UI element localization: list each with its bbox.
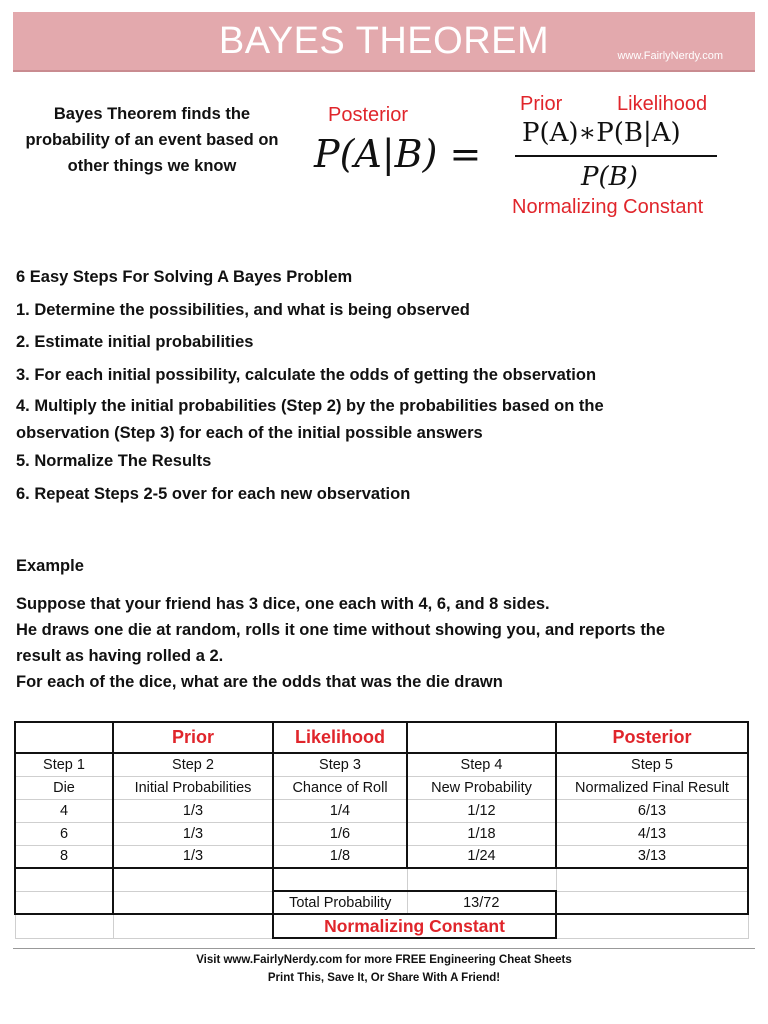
example-line: result as having rolled a 2. (16, 647, 224, 665)
table-cell (15, 891, 113, 914)
table-cell (407, 722, 556, 753)
table-cell: 6 (15, 822, 113, 845)
header-url: www.FairlyNerdy.com (617, 50, 723, 62)
table-cell: 1/4 (273, 799, 407, 822)
step-item: observation (Step 3) for each of the initial possible answers (16, 424, 483, 442)
bayes-example-table (14, 721, 749, 939)
table-cell: 1/3 (113, 799, 273, 822)
table-cell: Chance of Roll (273, 776, 407, 799)
table-cell (407, 868, 556, 891)
table-cell: 1/6 (273, 822, 407, 845)
table-cell (15, 868, 113, 891)
steps-title: 6 Easy Steps For Solving A Bayes Problem (16, 268, 353, 286)
example-title: Example (16, 557, 84, 575)
likelihood-header: Likelihood (273, 722, 407, 753)
table-cell (113, 891, 273, 914)
table-header-row (15, 722, 748, 753)
likelihood-label: Likelihood (617, 93, 708, 115)
example-line: Suppose that your friend has 3 dice, one each with 4, 6, and 8 sides. (16, 595, 550, 613)
table-row (15, 845, 748, 868)
table-cell (113, 914, 273, 938)
total-probability-value: 13/72 (407, 891, 556, 914)
normalizing-constant-label: Normalizing Constant (512, 196, 704, 218)
formula-numerator: P(A)∗P(B|A) (522, 118, 681, 148)
footer-line-1: Visit www.FairlyNerdy.com for more FREE Engineering Cheat Sheets (196, 954, 572, 966)
table-cell: 1/18 (407, 822, 556, 845)
table-cell: 1/8 (273, 845, 407, 868)
intro-text (14, 101, 290, 179)
table-cell (556, 868, 748, 891)
table-cell: Normalized Final Result (556, 776, 748, 799)
total-probability-label: Total Probability (273, 891, 407, 914)
footer-divider (13, 948, 755, 949)
table-cell: New Probability (407, 776, 556, 799)
table-cell: 1/12 (407, 799, 556, 822)
table-cell: Step 2 (113, 753, 273, 776)
prior-header: Prior (113, 722, 273, 753)
step-item: 2. Estimate initial probabilities (16, 333, 254, 351)
example-line: He draws one die at random, rolls it one time without showing you, and reports the (16, 621, 666, 639)
table-row (15, 753, 748, 776)
table-cell: 3/13 (556, 845, 748, 868)
table-cell: Die (15, 776, 113, 799)
bayes-formula (300, 88, 760, 228)
footer-line-2: Print This, Save It, Or Share With A Friend! (267, 972, 501, 984)
table-cell (15, 722, 113, 753)
page-title: BAYES THEOREM (218, 20, 550, 62)
step-item: 6. Repeat Steps 2-5 over for each new observation (16, 485, 411, 503)
table-cell: 1/3 (113, 822, 273, 845)
example-body (16, 591, 756, 695)
table-row (15, 776, 748, 799)
example-line: For each of the dice, what are the odds that was the die drawn (16, 673, 503, 691)
step-item: 3. For each initial possibility, calculate the odds of getting the observation (16, 366, 597, 384)
normalizing-constant-cell: Normalizing Constant (273, 914, 556, 938)
table-cell (556, 891, 748, 914)
step-item: 4. Multiply the initial probabilities (Step 2) by the probabilities based on the (16, 397, 604, 415)
table-cell (113, 868, 273, 891)
fraction-bar (515, 155, 717, 157)
formula-denominator: P(B) (581, 162, 638, 192)
header-banner (13, 12, 755, 72)
table-cell: Step 1 (15, 753, 113, 776)
table-cell: 4 (15, 799, 113, 822)
step-item: 1. Determine the possibilities, and what is being observed (16, 301, 470, 319)
table-cell: Step 3 (273, 753, 407, 776)
normalizing-row (15, 914, 748, 938)
table-cell: 1/3 (113, 845, 273, 868)
intro-line: probability of an event based on (25, 131, 279, 149)
total-row (15, 891, 748, 914)
table-row (15, 822, 748, 845)
table-row (15, 799, 748, 822)
table-row (15, 868, 748, 891)
table-cell (556, 914, 748, 938)
intro-line: other things we know (67, 157, 237, 175)
table-cell: 8 (15, 845, 113, 868)
table-cell (273, 868, 407, 891)
posterior-header: Posterior (556, 722, 748, 753)
table-cell: Initial Probabilities (113, 776, 273, 799)
formula-lhs: P(A|B) = (314, 132, 482, 176)
prior-label: Prior (520, 93, 563, 115)
step-item: 5. Normalize The Results (16, 452, 212, 470)
intro-line: Bayes Theorem finds the (53, 105, 251, 123)
footer (13, 951, 755, 987)
table-cell: 4/13 (556, 822, 748, 845)
table-cell: Step 4 (407, 753, 556, 776)
table-cell: Step 5 (556, 753, 748, 776)
table-cell: 1/24 (407, 845, 556, 868)
table-cell (15, 914, 113, 938)
table-cell: 6/13 (556, 799, 748, 822)
posterior-label: Posterior (328, 104, 409, 126)
